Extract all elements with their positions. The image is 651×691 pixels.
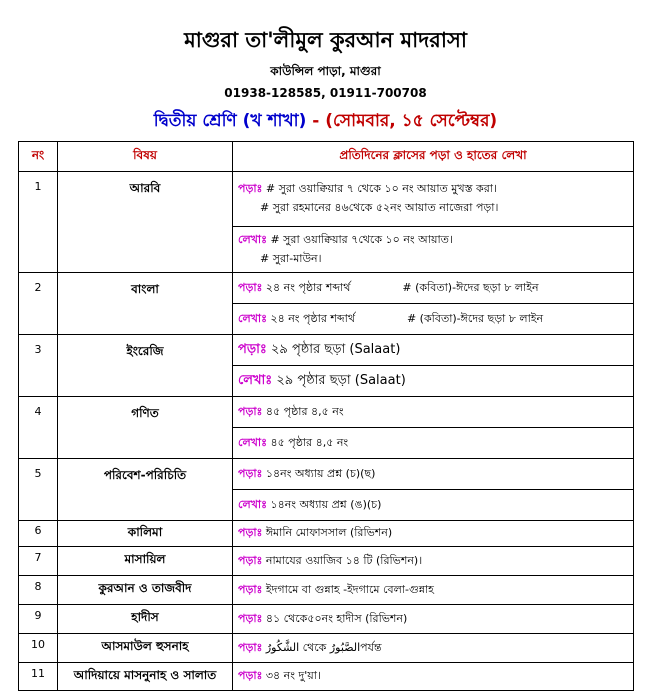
read-label: পড়াঃ bbox=[238, 341, 267, 357]
homework-table bbox=[18, 141, 634, 691]
write-text: ৪৫ পৃষ্ঠার ৪,৫ নং bbox=[270, 435, 349, 449]
write-text: # সুরা ওয়াক্বিয়ার ৭থেকে ১০ নং আয়াত। bbox=[270, 232, 453, 246]
class-date: - (সোমবার, ১৫ সেপ্টেম্বর) bbox=[312, 111, 498, 131]
read-label: পড়াঃ bbox=[238, 553, 263, 567]
row-no: 1 bbox=[19, 172, 58, 273]
read-label: পড়াঃ bbox=[238, 182, 263, 195]
table-row bbox=[19, 547, 634, 576]
read-cell bbox=[233, 273, 634, 304]
school-phones: 01938-128585, 01911-700708 bbox=[224, 86, 427, 100]
read-cell bbox=[233, 335, 634, 366]
read-cell bbox=[233, 634, 634, 663]
school-title: মাগুরা তা'লীমুল কুরআন মাদরাসা bbox=[184, 28, 467, 52]
row-no: 11 bbox=[19, 663, 58, 691]
read-text-b: # (কবিতা)-ঈদের ছড়া ৮ লাইন bbox=[402, 280, 539, 294]
row-no: 3 bbox=[19, 335, 58, 397]
write-cell bbox=[233, 304, 634, 335]
read-text: # সুরা ওয়াক্বিয়ার ৭ থেকে ১০ নং আয়াত মুখস্ত করা। bbox=[265, 182, 497, 195]
read-label: পড়াঃ bbox=[238, 640, 263, 654]
class-name: দ্বিতীয় শ্রেণি (খ শাখা) bbox=[153, 111, 307, 131]
read-text: ৪১ থেকে৫০নং হাদীস (রিভিশন) bbox=[265, 611, 408, 625]
row-subject: আদিয়ায়ে মাসনুনাহ ও সালাত bbox=[58, 663, 233, 691]
row-subject: আরবি bbox=[58, 172, 233, 273]
row-no: 8 bbox=[19, 576, 58, 605]
read-text: ২৪ নং পৃষ্ঠার শব্দার্থ bbox=[265, 280, 351, 294]
read-cell bbox=[233, 521, 634, 547]
read-label: পড়াঃ bbox=[238, 611, 263, 625]
row-subject: বাংলা bbox=[58, 273, 233, 335]
read-cell bbox=[233, 459, 634, 490]
read-cell bbox=[233, 397, 634, 428]
school-address: কাউন্সিল পাড়া, মাগুরা bbox=[270, 64, 381, 78]
row-no: 5 bbox=[19, 459, 58, 521]
write-text-b: # (কবিতা)-ঈদের ছড়া ৮ লাইন bbox=[406, 311, 544, 325]
table-row bbox=[19, 576, 634, 605]
row-subject: গণিত bbox=[58, 397, 233, 459]
write-cell bbox=[233, 227, 634, 273]
write-text-2: # সুরা-মাউন। bbox=[260, 251, 322, 265]
row-no: 10 bbox=[19, 634, 58, 663]
read-text: নামাযের ওয়াজিব ১৪ টি (রিভিশন)। bbox=[265, 553, 423, 567]
table-header-row bbox=[19, 142, 634, 172]
row-no: 7 bbox=[19, 547, 58, 576]
read-text: ৩৪ নং দু'য়া। bbox=[265, 669, 321, 682]
read-label: পড়াঃ bbox=[238, 466, 263, 480]
write-label: লেখাঃ bbox=[238, 311, 267, 325]
table-row bbox=[19, 273, 634, 304]
row-no: 9 bbox=[19, 605, 58, 634]
table-row bbox=[19, 397, 634, 428]
read-label: পড়াঃ bbox=[238, 404, 263, 418]
row-no: 4 bbox=[19, 397, 58, 459]
read-label: পড়াঃ bbox=[238, 526, 263, 539]
read-label: পড়াঃ bbox=[238, 669, 263, 682]
write-cell bbox=[233, 490, 634, 521]
table-row bbox=[19, 459, 634, 490]
write-cell bbox=[233, 366, 634, 397]
table-row bbox=[19, 521, 634, 547]
write-label: লেখাঃ bbox=[238, 372, 273, 388]
row-subject: কুরআন ও তাজবীদ bbox=[58, 576, 233, 605]
read-cell bbox=[233, 605, 634, 634]
table-row bbox=[19, 335, 634, 366]
table-row bbox=[19, 172, 634, 227]
read-text: ৪৫ পৃষ্ঠার ৪,৫ নং bbox=[265, 404, 344, 418]
read-cell bbox=[233, 172, 634, 227]
class-date-line bbox=[0, 108, 651, 136]
read-text: ইদগামে বা গুন্নাহ -ইদগামে বেলা-গুন্নাহ bbox=[265, 582, 434, 596]
header-no: নং bbox=[19, 142, 58, 172]
row-subject: মাসায়িল bbox=[58, 547, 233, 576]
write-text: ১৪নং অধ্যায় প্রশ্ন (ঙ)(চ) bbox=[270, 497, 382, 511]
header-task: প্রতিদিনের ক্লাসের পড়া ও হাতের লেখা bbox=[233, 142, 634, 172]
read-label: পড়াঃ bbox=[238, 582, 263, 596]
table-row bbox=[19, 634, 634, 663]
row-subject: আসমাউল হুসনাহ bbox=[58, 634, 233, 663]
read-text-2: # সুরা রহমানের ৪৬থেকে ৫২নং আয়াত নাজেরা পড়া। bbox=[260, 201, 499, 214]
write-text: ২৯ পৃষ্ঠার ছড়া (Salaat) bbox=[276, 372, 406, 388]
header-subject: বিষয় bbox=[58, 142, 233, 172]
row-no: 6 bbox=[19, 521, 58, 547]
write-label: লেখাঃ bbox=[238, 497, 267, 511]
read-text: ঈমানি মোফাসসাল (রিভিশন) bbox=[265, 526, 393, 539]
read-cell bbox=[233, 576, 634, 605]
read-label: পড়াঃ bbox=[238, 280, 263, 294]
read-text: الشَّكُورُ থেকে الصَّبُورُপর্যন্ত bbox=[265, 640, 382, 654]
read-text: ১৪নং অধ্যায় প্রশ্ন (চ)(ছ) bbox=[265, 466, 376, 480]
read-cell bbox=[233, 547, 634, 576]
row-no: 2 bbox=[19, 273, 58, 335]
row-subject: পরিবেশ-পরিচিতি bbox=[58, 459, 233, 521]
write-label: লেখাঃ bbox=[238, 232, 267, 246]
write-label: লেখাঃ bbox=[238, 435, 267, 449]
write-cell bbox=[233, 428, 634, 459]
write-text: ২৪ নং পৃষ্ঠার শব্দার্থ bbox=[270, 311, 355, 325]
row-subject: হাদীস bbox=[58, 605, 233, 634]
row-subject: ইংরেজি bbox=[58, 335, 233, 397]
read-text: ২৯ পৃষ্ঠার ছড়া (Salaat) bbox=[270, 341, 401, 357]
table-row bbox=[19, 605, 634, 634]
row-subject: কালিমা bbox=[58, 521, 233, 547]
